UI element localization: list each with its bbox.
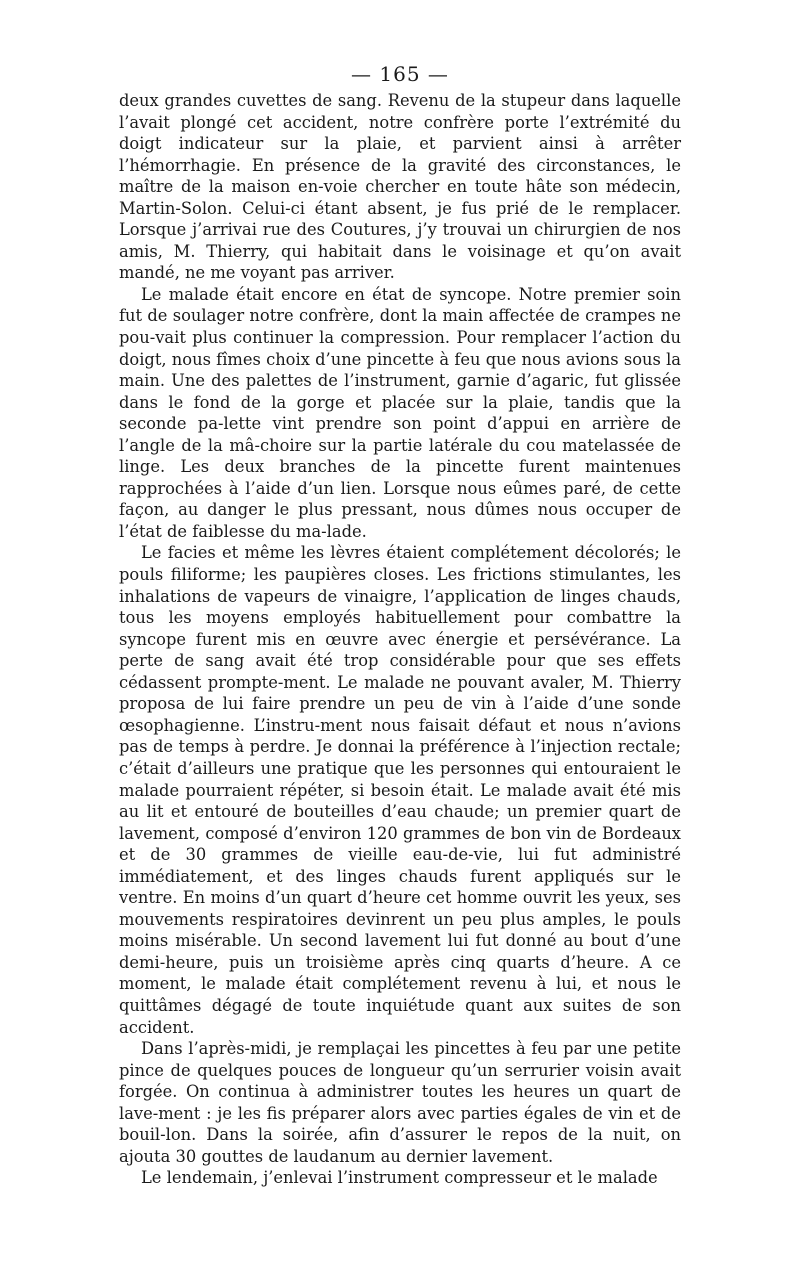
paragraph-3: Le facies et même les lèvres étaient complétement décolorés; le pouls filiforme; les paupières closes. Les frictions stimulantes, les inhalations de vapeurs de vinaigre, l’application de linges chauds, tous les moyens employés habituellement pour combattre la syncope furent mis en œuvre avec énergie et persévérance. La perte de sang avait été trop considérable pour que ses effets cédassent prompte-ment. Le malade ne pouvant avaler, M. Thierry proposa de lui faire prendre un peu de vin à l’aide d’une sonde œsophagienne. L’instru-ment nous faisait défaut et nous n’avions pas de temps à perdre. Je donnai la préférence à l’injection rectale; c’était d’ailleurs une pratique que les personnes qui entouraient le malade pourraient répéter, si besoin était. Le malade avait été mis au lit et entouré de bouteilles d’eau chaude; un premier quart de lavement, composé d’environ 120 grammes de bon vin de Bordeaux et de 30 grammes de vieille eau-de-vie, lui fut administré immédiatement, et des linges chauds furent appliqués sur le ventre. En moins d’un quart d’heure cet homme ouvrit les yeux, ses mouvements respiratoires devinrent un peu plus amples, le pouls moins misérable. Un second lavement lui fut donné au bout d’une demi-heure, puis un troisième après cinq quarts d’heure. A ce moment, le malade était complétement revenu à lui, et nous le quittâmes dégagé de toute inquiétude quant aux suites de son accident. [119, 543, 681, 1037]
page-body [119, 90, 681, 1189]
book-page [119, 60, 681, 1189]
paragraph-1: deux grandes cuvettes de sang. Revenu de la stupeur dans laquelle l’avait plongé cet accident, notre confrère porte l’extrémité du doigt indicateur sur la plaie, et parvient ainsi à arrêter l’hémorrhagie. En présence de la gravité des circonstances, le maître de la maison en-voie chercher en toute hâte son médecin, Martin-Solon. Celui-ci étant absent, je fus prié de le remplacer. Lorsque j’arrivai rue des Coutures, j’y trouvai un chirurgien de nos amis, M. Thierry, qui habitait dans le voisinage et qu’on avait mandé, ne me voyant pas arriver. [119, 91, 681, 283]
paragraph-2: Le malade était encore en état de syncope. Notre premier soin fut de soulager notre confrère, dont la main affectée de crampes ne pou-vait plus continuer la compression. Pour remplacer l’action du doigt, nous fîmes choix d’une pincette à feu que nous avions sous la main. Une des palettes de l’instrument, garnie d’agaric, fut glissée dans le fond de la gorge et placée sur la plaie, tandis que la seconde pa-lette vint prendre son point d’appui en arrière de l’angle de la mâ-choire sur la partie latérale du cou matelassée de linge. Les deux branches de la pincette furent maintenues rapprochées à l’aide d’un lien. Lorsque nous eûmes paré, de cette façon, au danger le plus pressant, nous dûmes nous occuper de l’état de faiblesse du ma-lade. [119, 284, 681, 541]
paragraph-5: Le lendemain, j’enlevai l’instrument compresseur et le malade [141, 1168, 658, 1188]
paragraph-4: Dans l’après-midi, je remplaçai les pincettes à feu par une petite pince de quelques pouces de longueur qu’un serrurier voisin avait forgée. On continua à administrer toutes les heures un quart de lave-ment : je les fis préparer alors avec parties égales de vin et de bouil-lon. Dans la soirée, afin d’assurer le repos de la nuit, on ajouta 30 gouttes de laudanum au dernier lavement. [119, 1039, 681, 1166]
page-number: — 165 — [351, 62, 449, 86]
